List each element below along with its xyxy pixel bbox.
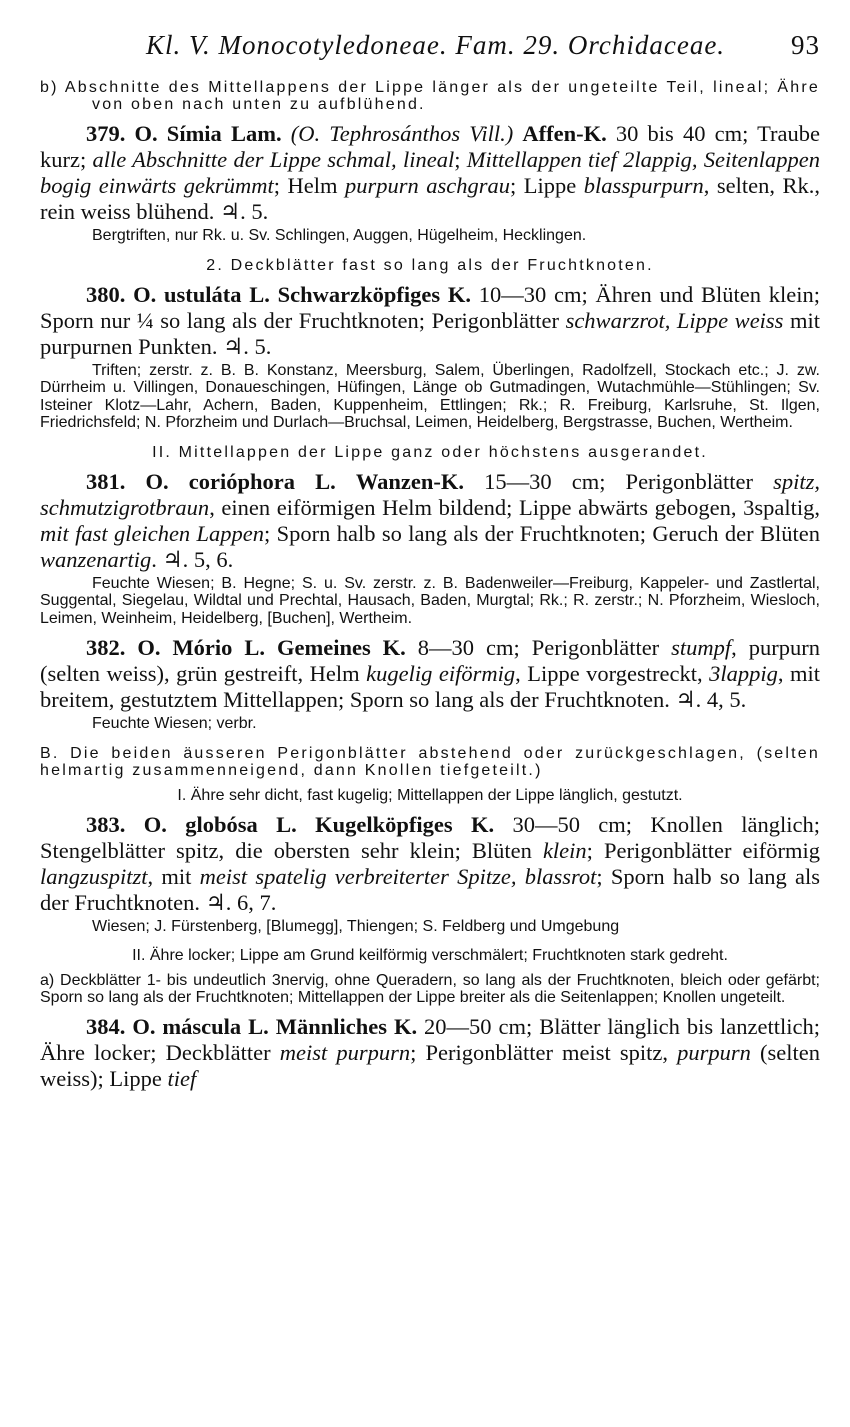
species-382-entry <box>40 635 820 713</box>
text-run: 30—50 cm; Knollen länglich; Stengelblätter spitz, die obersten sehr klein; Blüten <box>40 811 820 863</box>
italic-run: meist purpurn <box>279 1040 411 1065</box>
species-380-name: 380. O. ustuláta L. <box>86 281 270 307</box>
text-run: 30 bis 40 cm; Traube kurz; <box>40 121 821 172</box>
key-II-heading: II. Mittellappen der Lippe ganz oder höchstens ausgerandet. <box>152 443 708 461</box>
species-384-common-name: Männliches K. <box>275 1014 418 1039</box>
text-run: , Lippe vorgestreckt, <box>515 661 710 686</box>
species-380-localities: Triften; zerstr. z. B. B. Konstanz, Meersburg, Salem, Überlingen, Radolfzell, Stockach etc.; J. zw. Dürrheim u. Villingen, Donaueschingen, Hüfingen, Länge ob Gutmadingen, Wutachmühle—Stühlingen; Sv. Isteiner Klotz—Lahr, Achern, Baden, Kuppenheim, Ettlingen; Rk.; R. Freiburg, Karlsruhe, St. Ilgen, Friedrichsfeld; N. Pforzheim und Durlach—Bruchsal, Leimen, Heidelberg, Bergstrasse, Buchen, Wertheim. <box>40 361 820 431</box>
species-383-common-name: Kugelköpfiges K. <box>315 811 495 837</box>
species-379-entry <box>40 121 820 225</box>
text-run: ; Lippe <box>509 173 584 198</box>
italic-run: alle Abschnitte der Lippe schmal, lineal <box>92 147 455 172</box>
running-head <box>40 30 820 61</box>
running-head-title: Kl. V. Monocotyledoneae. Fam. 29. Orchidaceae. <box>145 30 726 60</box>
species-382-name: 382. O. Mório L. <box>86 635 266 660</box>
italic-run: schwarzrot, Lippe weiss <box>565 307 784 333</box>
species-379-common-name: Affen-K. <box>522 121 607 146</box>
text-run: ; <box>454 147 467 172</box>
italic-run: 3lappig <box>709 661 778 686</box>
species-383-localities: Wiesen; J. Fürstenberg, [Blumegg], Thiengen; S. Feldberg und Umgebung <box>92 917 620 935</box>
text-run: 15—30 cm; Perigonblätter <box>463 468 774 494</box>
page-number: 93 <box>791 30 820 60</box>
species-381-localities: Feuchte Wiesen; B. Hegne; S. u. Sv. zerstr. z. B. Badenweiler—Freiburg, Kappeler- und Zastlertal, Suggental, Siegelau, Wildtal und Prechtal, Hausach, Baden, Murgtal; Rk.; R. zerstr.; N. Pforzheim, Wiesloch, Leimen, Weinheim, Heidelberg, [Buchen], Wertheim. <box>40 574 820 627</box>
text-run: (selten weiss); Lippe <box>40 1040 820 1091</box>
italic-run: wanzenartig <box>40 546 152 572</box>
species-380-entry <box>40 282 820 360</box>
italic-run: Mittellappen tief 2lappig, Seitenlappen bogig einwärts gekrümmt <box>40 147 820 198</box>
species-384-name: 384. O. máscula L. <box>86 1014 269 1039</box>
italic-run: klein <box>542 837 587 863</box>
key-I-heading: I. Ähre sehr dicht, fast kugelig; Mittellappen der Lippe länglich, gestutzt. <box>177 786 683 804</box>
species-380-common-name: Schwarzköpfiges K. <box>277 281 472 307</box>
text-run: ; Sporn halb so lang als der Fruchtknoten. ♃. 6, 7. <box>40 863 820 915</box>
text-run: 10—30 cm; Ähren und Blüten klein; Sporn nur ¼ so lang als der Fruchtknoten; Perigonblätter <box>40 281 820 333</box>
text-run: . ♃. 5, 6. <box>151 546 234 572</box>
text-run: 20—50 cm; Blätter länglich bis lanzettlich; Ähre locker; Deckblätter <box>40 1014 821 1065</box>
text-run: ; Perigonblätter meist spitz, <box>410 1040 678 1065</box>
species-382-common-name: Gemeines K. <box>276 635 406 660</box>
species-381-common-name: Wanzen-K. <box>355 468 464 494</box>
text-run: ; Perigonblätter eiförmig <box>586 837 820 863</box>
key-B-heading: B. Die beiden äusseren Perigonblätter abstehend oder zurückgeschlagen, (selten helmartig zusammenneigend, dann Knollen tiefgeteilt.) <box>40 744 820 779</box>
key-a-heading: a) Deckblätter 1- bis undeutlich 3nervig, ohne Queradern, so lang als der Fruchtknoten, bleich oder gefärbt; Sporn so lang als der Fruchtknoten; Mittellappen der Lippe breiter als die Seitenlappen; Knollen ungeteilt. <box>40 972 820 1006</box>
species-383-entry <box>40 812 820 916</box>
text-run: ; Helm <box>273 173 345 198</box>
italic-run: meist spatelig verbreiterter Spitze, blassrot <box>199 863 597 889</box>
italic-run: purpurn <box>677 1040 751 1065</box>
text-run: ; Sporn halb so lang als der Fruchtknoten; Geruch der Blüten <box>264 520 820 546</box>
italic-run: spitz, schmutzigrotbraun <box>40 468 821 520</box>
text-run: , mit breitem, gestutztem Mittellappen; Sporn so lang als der Fruchtknoten. ♃. 4, 5. <box>40 661 820 712</box>
species-384-entry <box>40 1014 820 1092</box>
key-b-heading: b) Abschnitte des Mittellappens der Lippe länger als der ungeteilte Teil, lineal; Ähre von oben nach unten zu aufblühend. <box>40 79 820 113</box>
italic-run: stumpf <box>671 635 732 660</box>
text-run: , purpurn (selten weiss), grün gestreift, Helm <box>40 635 820 686</box>
text-run: 8—30 cm; Perigonblätter <box>405 635 672 660</box>
key-2-heading: 2. Deckblätter fast so lang als der Fruchtknoten. <box>206 256 654 274</box>
italic-run: blasspurpurn <box>583 173 704 198</box>
italic-run: langzuspitzt <box>40 863 148 889</box>
species-379-localities: Bergtriften, nur Rk. u. Sv. Schlingen, Auggen, Hügelheim, Hecklingen. <box>92 227 587 244</box>
text-run: , mit <box>147 863 200 889</box>
italic-run: tief <box>167 1066 197 1091</box>
species-382-localities: Feuchte Wiesen; verbr. <box>92 715 257 732</box>
species-381-entry <box>40 469 820 573</box>
species-383-name: 383. O. globósa L. <box>86 811 297 837</box>
species-379-synonym: (O. Tephrosánthos Vill.) <box>290 121 514 146</box>
species-381-name: 381. O. corióphora L. <box>86 468 336 494</box>
species-379-name: 379. O. Símia Lam. <box>86 121 282 146</box>
text-run: , selten, Rk., rein weiss blühend. ♃. 5. <box>40 173 820 224</box>
italic-run: purpurn aschgrau <box>344 173 510 198</box>
italic-run: mit fast gleichen Lappen <box>40 520 265 546</box>
key-II-2-heading: II. Ähre locker; Lippe am Grund keilförmig verschmälert; Fruchtknoten stark gedreht. <box>132 947 728 964</box>
italic-run: kugelig eiförmig <box>366 661 516 686</box>
text-run: mit purpurnen Punkten. ♃. 5. <box>40 307 820 359</box>
text-run: , einen eiförmigen Helm bildend; Lippe abwärts gebogen, 3spaltig, <box>209 494 820 520</box>
